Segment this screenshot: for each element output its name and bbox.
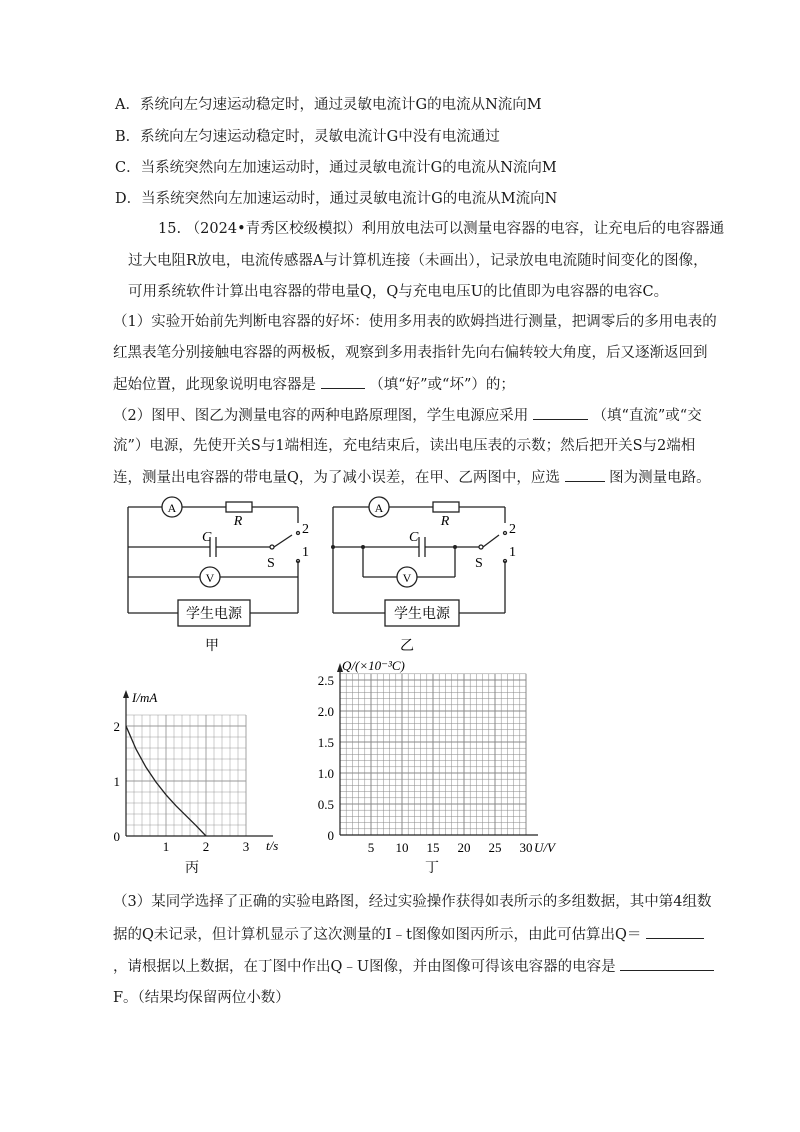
part2-line2: 流”）电源，先使开关S与1端相连，充电结束后，读出电压表的示数；然后把开关S与2端相 bbox=[113, 438, 696, 454]
figure-caption-bing: 丙 bbox=[185, 861, 199, 876]
answer-blank[interactable] bbox=[533, 405, 588, 420]
figure-caption-yi: 乙 bbox=[400, 639, 414, 654]
question-text: 利用放电法可以测量电容器的电容，让充电后的电容器通 bbox=[361, 221, 725, 237]
answer-blank[interactable] bbox=[646, 924, 704, 939]
part1-line2: 红黑表笔分别接触电容器的两极板，观察到多用表指针先向右偏转较大角度，后又逐渐返回到 bbox=[113, 345, 708, 361]
part2-line3 bbox=[113, 467, 711, 488]
terminal-1-label: 1 bbox=[509, 545, 516, 560]
option-b bbox=[115, 127, 500, 147]
y-tick-label: 1.5 bbox=[317, 735, 334, 750]
circuit-jia bbox=[120, 495, 310, 660]
chart-ding bbox=[310, 655, 570, 880]
chart-bing bbox=[108, 680, 308, 880]
figure-caption-jia: 甲 bbox=[205, 639, 219, 654]
text: （填“好”或“坏”）的； bbox=[369, 377, 515, 393]
capacitor-label: C bbox=[202, 530, 212, 545]
part3-line2 bbox=[113, 924, 704, 945]
terminal-1-label: 1 bbox=[302, 545, 309, 560]
x-tick-label: 2 bbox=[202, 839, 210, 854]
option-a bbox=[115, 95, 542, 115]
answer-blank[interactable] bbox=[321, 374, 365, 389]
ammeter-label: A bbox=[167, 501, 177, 515]
capacitor-label: C bbox=[409, 530, 419, 545]
part1-line3 bbox=[113, 374, 515, 395]
option-letter: D． bbox=[115, 191, 142, 207]
y-tick-label: 2.0 bbox=[317, 704, 334, 719]
switch-icon bbox=[483, 535, 499, 547]
circuit-yi bbox=[325, 495, 525, 660]
y-tick-label: 0 bbox=[113, 829, 120, 844]
part3-line3 bbox=[113, 956, 714, 977]
switch-icon bbox=[274, 535, 292, 547]
voltmeter-label: V bbox=[402, 571, 412, 585]
answer-blank[interactable] bbox=[620, 956, 714, 971]
question-source: （2024•青秀区校级模拟） bbox=[185, 221, 362, 237]
x-tick-label: 30 bbox=[519, 840, 533, 855]
power-supply-label: 学生电源 bbox=[394, 607, 450, 622]
text: 起始位置，此现象说明电容器是 bbox=[113, 377, 316, 393]
q15-line1 bbox=[158, 219, 724, 239]
resistor-icon bbox=[433, 502, 459, 512]
option-letter: A． bbox=[115, 97, 140, 113]
y-tick-label: 1 bbox=[113, 774, 120, 789]
ammeter-label: A bbox=[374, 501, 384, 515]
text: 图为测量电路。 bbox=[609, 470, 711, 486]
part3-line1: （3）某同学选择了正确的实验电路图，经过实验操作获得如表所示的多组数据，其中第4组数 bbox=[113, 894, 712, 910]
answer-blank[interactable] bbox=[565, 467, 605, 482]
x-axis-label: U/V bbox=[534, 840, 555, 855]
x-tick-label: 15 bbox=[426, 840, 440, 855]
switch-label: S bbox=[267, 556, 275, 571]
resistor-label: R bbox=[233, 514, 243, 529]
question-number: 15. bbox=[158, 221, 182, 237]
terminal-2-label: 2 bbox=[302, 522, 309, 537]
figure-caption-ding: 丁 bbox=[425, 861, 439, 876]
power-supply-label: 学生电源 bbox=[186, 607, 242, 622]
part2-line1 bbox=[113, 405, 702, 426]
x-tick-label: 20 bbox=[457, 840, 471, 855]
q15-line3: 可用系统软件计算出电容器的带电量Q，Q与充电电压U的比值即为电容器的电容C。 bbox=[128, 284, 669, 300]
q15-line2: 过大电阻R放电，电流传感器A与计算机连接（未画出），记录放电电流随时间变化的图像， bbox=[128, 253, 708, 269]
resistor-icon bbox=[226, 502, 252, 512]
y-tick-label: 0.5 bbox=[317, 797, 334, 812]
y-tick-label: 2 bbox=[113, 719, 120, 734]
y-axis-label: Q/(×10⁻³C) bbox=[342, 658, 405, 673]
x-tick-label: 25 bbox=[488, 840, 502, 855]
x-tick-label: 3 bbox=[242, 839, 250, 854]
option-text: 系统向左匀速运动稳定时，灵敏电流计G中没有电流通过 bbox=[140, 129, 500, 145]
part3-line4: F。（结果均保留两位小数） bbox=[113, 990, 290, 1006]
voltmeter-label: V bbox=[205, 571, 215, 585]
option-d bbox=[115, 189, 557, 209]
resistor-label: R bbox=[440, 514, 450, 529]
x-tick-label: 10 bbox=[395, 840, 409, 855]
text: ，请根据以上数据，在丁图中作出Q﹣U图像，并由图像可得该电容器的电容是 bbox=[113, 959, 616, 975]
text: 连，测量出电容器的带电量Q，为了减小误差，在甲、乙两图中，应选 bbox=[113, 470, 560, 486]
x-axis-label: t/s bbox=[266, 838, 279, 853]
y-axis-label: I/mA bbox=[132, 690, 158, 705]
part1-line1: （1）实验开始前先判断电容器的好坏：使用多用表的欧姆挡进行测量，把调零后的多用电表的 bbox=[113, 314, 717, 330]
option-text: 当系统突然向左加速运动时，通过灵敏电流计G的电流从N流向M bbox=[140, 160, 557, 176]
option-letter: B． bbox=[115, 129, 141, 145]
text: （2）图甲、图乙为测量电容的两种电路原理图，学生电源应采用 bbox=[113, 408, 529, 424]
option-text: 当系统突然向左加速运动时，通过灵敏电流计G的电流从M流向N bbox=[141, 191, 558, 207]
y-tick-label: 2.5 bbox=[317, 673, 334, 688]
text: （填“直流”或“交 bbox=[592, 408, 702, 424]
text: 据的Q未记录，但计算机显示了这次测量的I﹣t图像如图丙所示，由此可估算出Q＝ bbox=[113, 927, 642, 943]
option-c bbox=[115, 158, 557, 178]
terminal-2-label: 2 bbox=[509, 522, 516, 537]
y-tick-label: 0 bbox=[327, 828, 334, 843]
switch-label: S bbox=[475, 556, 483, 571]
x-tick-label: 5 bbox=[367, 840, 375, 855]
option-text: 系统向左匀速运动稳定时，通过灵敏电流计G的电流从N流向M bbox=[139, 97, 542, 113]
x-tick-label: 1 bbox=[162, 839, 170, 854]
option-letter: C． bbox=[115, 160, 141, 176]
y-tick-label: 1.0 bbox=[317, 766, 334, 781]
